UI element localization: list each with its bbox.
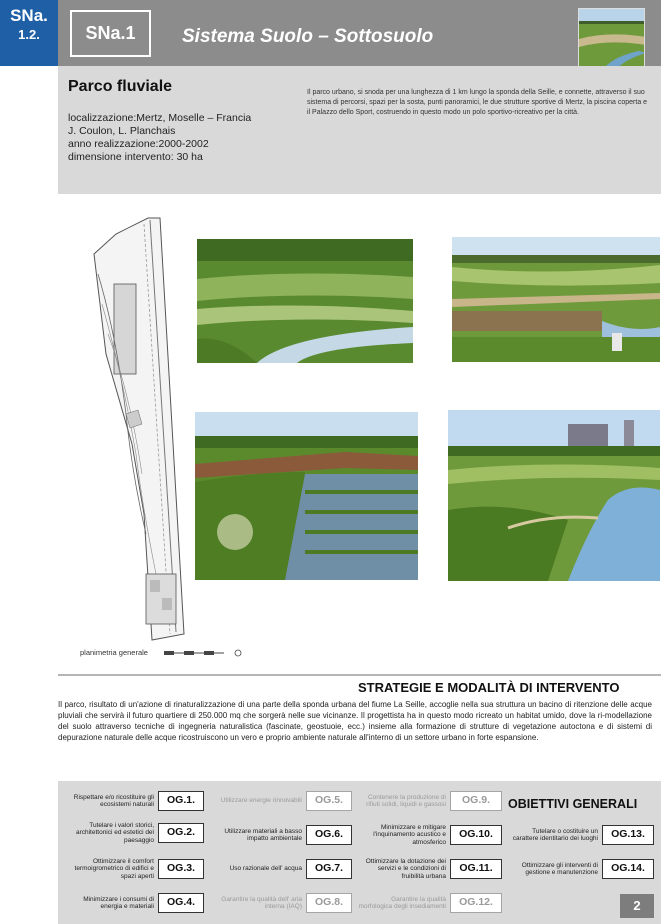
project-title: Parco fluviale: [68, 78, 173, 95]
objective-og5-label: Utilizzare energie rinnovabili: [220, 797, 302, 805]
page-title: Sistema Suolo – Sottosuolo: [182, 26, 434, 47]
objective-og1-code: OG.1.: [158, 791, 204, 811]
objective-og14: [506, 858, 654, 880]
objective-og7-label: Uso razionale dell' acqua: [229, 865, 302, 873]
objective-og7: [212, 858, 352, 880]
objective-og11-code: OG.11.: [450, 859, 502, 879]
project-year: anno realizzazione:2000-2002: [68, 138, 209, 150]
objective-og6-code: OG.6.: [306, 825, 352, 845]
objective-og14-code: OG.14.: [602, 859, 654, 879]
section-code-line1: SNa.: [10, 6, 48, 25]
objective-og14-label: Ottimizzare gli interventi di gestione e manutenzione: [521, 861, 598, 876]
objective-og9-code: OG.9.: [450, 791, 502, 811]
section-divider: [58, 674, 661, 676]
strategies-text: Il parco, risultato di un'azione di rinaturalizzazione di una parte della sponda urbana del fiume La Seille, accoglie nella sua struttura un bacino di ritenzione delle acque pluviali che servirà il futuro quartiere di 250.000 mq che sorgerà nelle sue vicinanze. Il progettista ha in questo modo ricreato un habitat umido, dove la ri-modellazione del suolo attraverso tecniche di ingegneria naturalistica (fascinate, geostuoie, ecc.) insieme alla formazione di strutture di vegetazione autoctona e di sistemi di depurazione naturale delle acque ricostruiscono un vero e proprio ambiente naturale all'interno di un settore urbano in forte espansione.: [58, 700, 652, 742]
objective-og4-code: OG.4.: [158, 893, 204, 913]
objective-og12-label: Garantire la qualità morfologica degli insediamenti: [358, 895, 446, 910]
site-plan-label: planimetria generale: [80, 648, 148, 657]
project-description: Il parco urbano, si snoda per una lunghezza di 1 km lungo la sponda della Seille, e connette, attraverso il suo sistema di percorsi, spazi per la sosta, punti panoramici, le due strutture sportive di Mertz, la piscina coperta e il Palazzo dello Sport, costruendo in questo modo un polo sportivo-ricreativo per la città.: [307, 89, 648, 116]
objective-og8-code: OG.8.: [306, 893, 352, 913]
photo-river-cathedral: [448, 410, 660, 581]
objective-og5: [212, 790, 352, 812]
objective-og3-code: OG.3.: [158, 859, 204, 879]
objective-og9-label: Contenere la produzione di rifiuti solidi, liquidi e gassosi: [366, 793, 446, 808]
objective-og12: [356, 892, 502, 914]
objective-og7-code: OG.7.: [306, 859, 352, 879]
objective-og2: [62, 822, 204, 844]
header-thumbnail-photo: [578, 8, 645, 74]
objective-og12-code: OG.12.: [450, 893, 502, 913]
objective-og8: [212, 892, 352, 914]
objective-og1: [62, 790, 204, 812]
objective-og11-label: Ottimizzare la dotazione dei servizi e le condizioni di fruibilità urbana: [365, 857, 446, 880]
photo-boardwalk: [452, 237, 660, 362]
project-location: localizzazione:Mertz, Moselle – Francia: [68, 112, 252, 124]
objective-og13: [506, 824, 654, 846]
objective-og13-label: Tutelare o costituire un carattere identitario dei luoghi: [512, 827, 598, 842]
objective-og10-label: Minimizzare e mitigare l'inquinamento acustico e atmosferico: [373, 823, 446, 846]
objective-og3: [62, 858, 204, 880]
site-plan-drawing: [86, 214, 190, 644]
project-size: dimensione intervento: 30 ha: [68, 151, 203, 163]
objective-og6-label: Utilizzare materiali a basso impatto ambientale: [224, 827, 302, 842]
objective-og8-label: Garantire la qualità dell' aria interna (IAQ): [221, 895, 302, 910]
strategies-title: STRATEGIE E MODALITÀ DI INTERVENTO: [358, 680, 620, 695]
site-plan-caption: [80, 648, 244, 657]
objective-og4-label: Minimizzare i consumi di energia e materiali: [83, 895, 154, 910]
project-meta: [68, 112, 251, 164]
photo-wetland-terraces: [197, 239, 413, 363]
section-code-line2: 1.2.: [18, 27, 40, 42]
section-code-badge: [0, 0, 58, 66]
objective-og5-code: OG.5.: [306, 791, 352, 811]
objective-og2-label: Tutelare i valori storici, architettonici ed estetici del paesaggio: [75, 821, 154, 844]
project-designers: J. Coulon, L. Planchais: [68, 125, 176, 137]
objective-og1-label: Rispettare e/o ricostituire gli ecosistemi naturali: [73, 793, 154, 808]
subsection-code-box: SNa.1: [70, 10, 151, 57]
objective-og11: [356, 858, 502, 880]
objective-og4: [62, 892, 204, 914]
objective-og10: [356, 824, 502, 846]
photo-fenced-pond: [195, 412, 418, 580]
page-number: 2: [620, 894, 654, 918]
objective-og3-label: Ottimizzare il comfort termoigrometrico di edifici e spazi aperti: [74, 857, 154, 880]
scale-bar-icon: [164, 649, 244, 657]
objectives-title: OBIETTIVI GENERALI: [508, 797, 638, 811]
objective-og10-code: OG.10.: [450, 825, 502, 845]
objective-og2-code: OG.2.: [158, 823, 204, 843]
objective-og9: [356, 790, 502, 812]
objective-og6: [212, 824, 352, 846]
objective-og13-code: OG.13.: [602, 825, 654, 845]
